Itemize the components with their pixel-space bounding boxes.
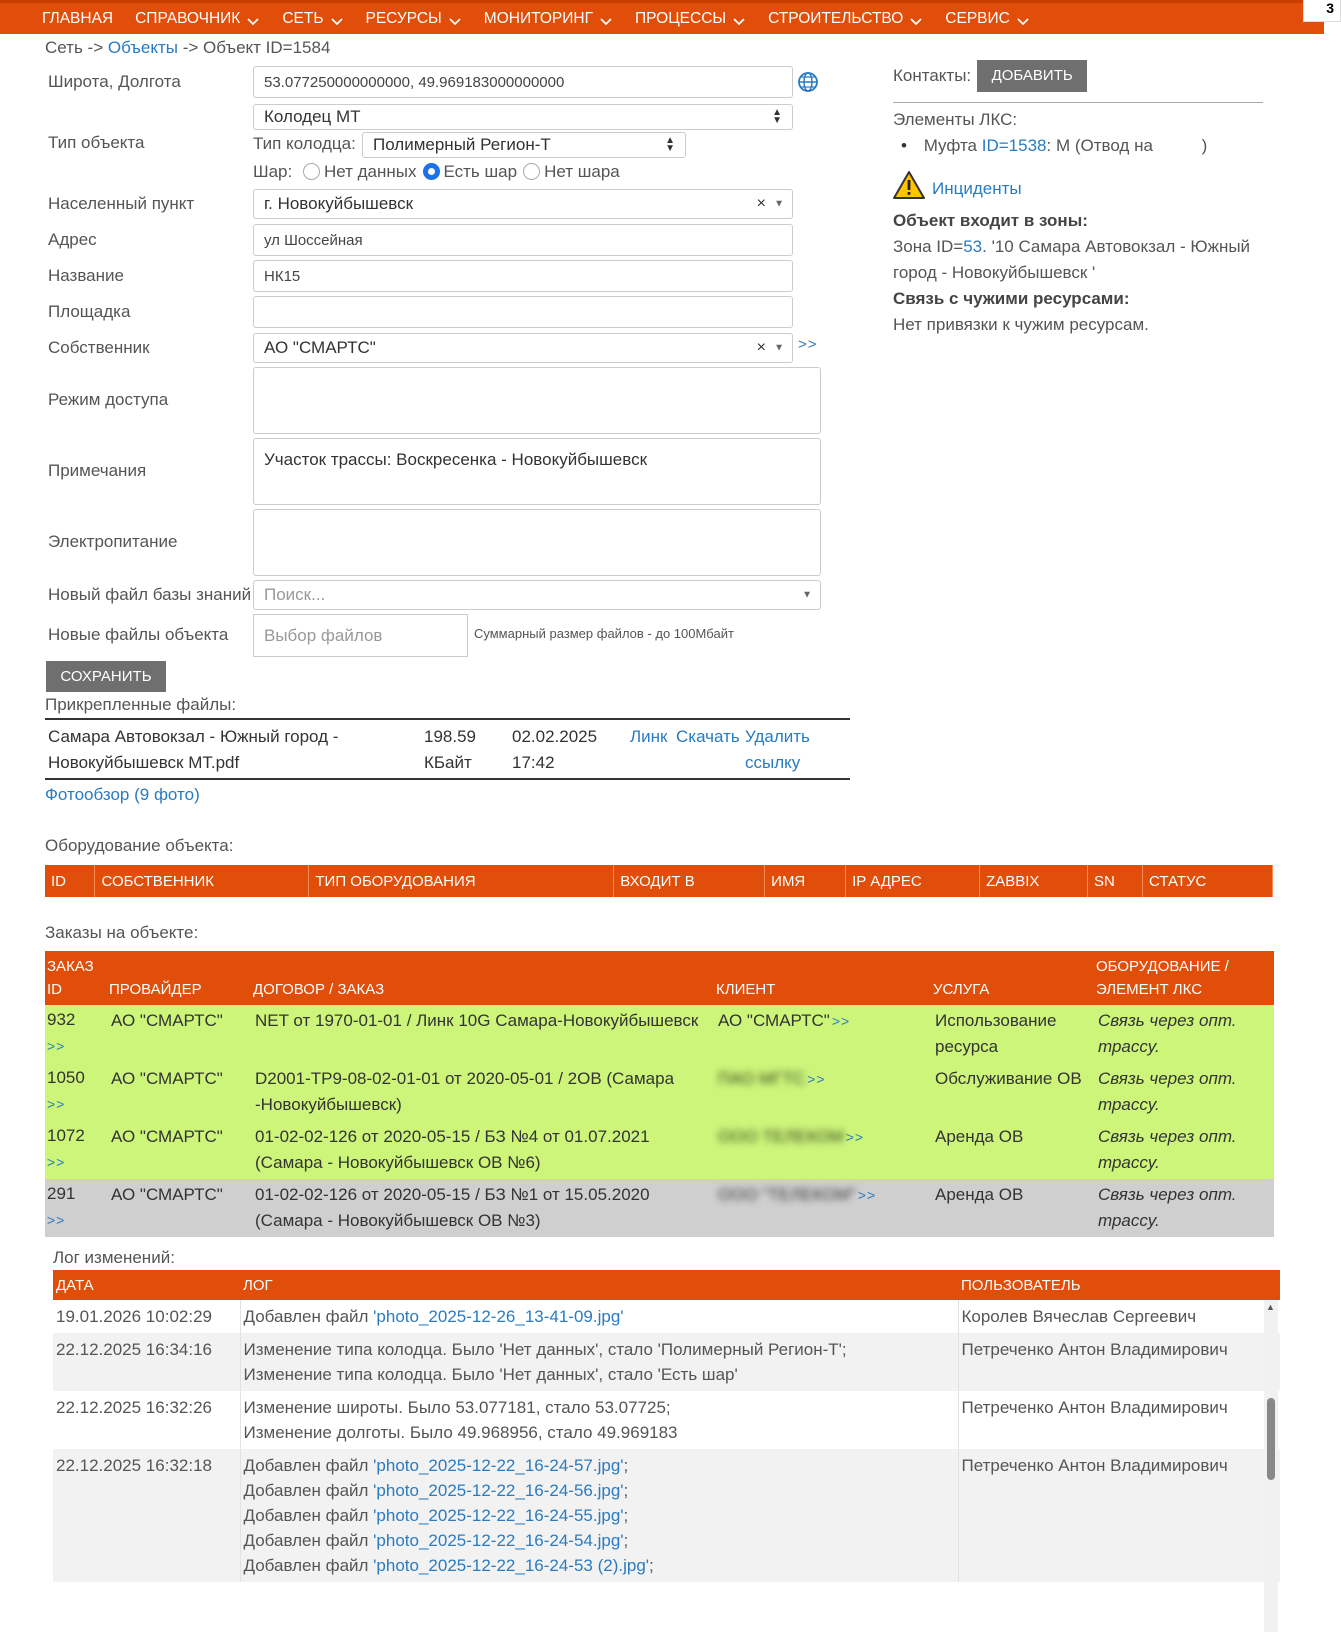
address-input[interactable]: ул Шоссейная bbox=[253, 224, 793, 256]
ball-radio-option[interactable] bbox=[423, 162, 518, 181]
file-link-link[interactable]: Линк bbox=[630, 727, 668, 746]
order-provider: АО "СМАРТС" bbox=[111, 1011, 223, 1030]
log-column-header[interactable]: ПОЛЬЗОВАТЕЛЬ bbox=[958, 1270, 1280, 1300]
log-row bbox=[53, 1449, 1280, 1582]
breadcrumb-root: Сеть bbox=[45, 38, 83, 57]
log-line bbox=[244, 1478, 955, 1503]
orders-column-header[interactable]: ОБОРУДОВАНИЕ / ЭЛЕМЕНТ ЛКС bbox=[1094, 951, 1274, 1005]
chevron-down-icon: ▼ bbox=[802, 589, 812, 601]
equipment-column-header[interactable]: ИМЯ bbox=[765, 865, 846, 897]
order-service: Аренда ОВ bbox=[935, 1127, 1024, 1146]
log-file-link[interactable]: 'photo_2025-12-22_16-24-53 (2).jpg' bbox=[373, 1556, 650, 1575]
globe-icon[interactable] bbox=[797, 71, 819, 98]
nav-item-label: СЕТЬ bbox=[282, 9, 324, 27]
log-user: Петреченко Антон Владимирович bbox=[961, 1398, 1228, 1417]
top-navigation bbox=[0, 0, 1324, 34]
client-more-link[interactable]: >> bbox=[845, 1129, 865, 1145]
equipment-title: Оборудование объекта: bbox=[45, 836, 234, 855]
equipment-column-header[interactable]: СОБСТВЕННИК bbox=[95, 865, 309, 897]
chevron-down-icon bbox=[448, 14, 462, 24]
log-line-text: Изменение долготы. Было 49.968956, стало 49.969183 bbox=[243, 1423, 678, 1442]
log-line-suffix: ; bbox=[649, 1556, 654, 1575]
zone-text: . '10 Самара Автовокзал - Южный город - Новокуйбышевск ' bbox=[893, 237, 1251, 282]
order-contract: NET от 1970-01-01 / Линк 10G Самара-Новокуйбышевск bbox=[255, 1011, 699, 1030]
equipment-column-header[interactable]: IP АДРЕС bbox=[846, 865, 980, 897]
log-table bbox=[53, 1270, 1280, 1582]
log-line bbox=[244, 1337, 955, 1362]
zone-prefix: Зона ID= bbox=[893, 237, 964, 256]
breadcrumb-separator: -> bbox=[87, 38, 104, 57]
file-date: 02.02.2025 17:42 bbox=[512, 727, 598, 772]
equipment-column-header[interactable]: СТАТУС bbox=[1142, 865, 1272, 897]
save-button[interactable]: СОХРАНИТЬ bbox=[46, 661, 166, 692]
order-more-link[interactable]: >> bbox=[47, 1154, 66, 1170]
order-provider: АО "СМАРТС" bbox=[111, 1069, 223, 1088]
attached-files-title: Прикрепленные файлы: bbox=[45, 695, 237, 714]
log-line-text: Добавлен файл bbox=[243, 1506, 374, 1525]
breadcrumb-objects-link[interactable]: Объекты bbox=[107, 38, 178, 57]
order-provider: АО "СМАРТС" bbox=[111, 1185, 223, 1204]
log-date: 22.12.2025 16:32:26 bbox=[53, 1391, 240, 1449]
owner-more-link[interactable]: >> bbox=[798, 336, 818, 353]
scroll-up-icon[interactable]: ▲ bbox=[1266, 1302, 1275, 1312]
chevron-down-icon bbox=[330, 14, 344, 24]
log-text-cell bbox=[240, 1300, 958, 1333]
orders-title: Заказы на объекте: bbox=[45, 923, 199, 942]
city-select[interactable] bbox=[253, 189, 793, 219]
warning-icon bbox=[893, 170, 925, 208]
order-id: 291 bbox=[47, 1184, 76, 1203]
well-type-select[interactable] bbox=[362, 132, 686, 158]
log-line-text: Изменение широты. Было 53.077181, стало 53.07725; bbox=[243, 1398, 671, 1417]
log-date: 22.12.2025 16:32:18 bbox=[53, 1449, 240, 1582]
log-text-cell bbox=[240, 1333, 958, 1391]
log-user: Петреченко Антон Владимирович bbox=[961, 1340, 1228, 1359]
attached-files-table bbox=[45, 718, 850, 780]
order-id-cell bbox=[45, 1063, 107, 1121]
ball-radio-group bbox=[253, 162, 620, 182]
order-row[interactable] bbox=[45, 1005, 1274, 1063]
nav-item[interactable] bbox=[484, 10, 613, 28]
log-line bbox=[244, 1503, 955, 1528]
nav-item-label: СТРОИТЕЛЬСТВО bbox=[768, 9, 904, 27]
order-id-cell bbox=[45, 1121, 107, 1179]
log-line bbox=[244, 1528, 955, 1553]
log-panel bbox=[53, 1270, 1280, 1632]
log-text-cell bbox=[240, 1449, 958, 1582]
ball-radio-option[interactable] bbox=[303, 162, 417, 181]
zone-line bbox=[893, 234, 1263, 286]
order-client-cell bbox=[714, 1005, 931, 1063]
owner-value: АО "СМАРТС" bbox=[264, 338, 376, 357]
power-textarea[interactable] bbox=[253, 509, 821, 576]
log-line bbox=[244, 1553, 955, 1578]
log-row bbox=[53, 1391, 1280, 1449]
order-id: 1050 bbox=[47, 1068, 85, 1087]
lks-item-prefix: Муфта bbox=[923, 136, 978, 155]
order-client-cell bbox=[714, 1063, 931, 1121]
order-client: ООО "ТЕЛЕКОМ" bbox=[718, 1185, 856, 1204]
order-row[interactable] bbox=[45, 1179, 1274, 1237]
incidents-row bbox=[893, 170, 1263, 208]
log-file-link[interactable]: 'photo_2025-12-22_16-24-57.jpg' bbox=[373, 1456, 624, 1475]
clear-icon[interactable]: × bbox=[756, 195, 766, 212]
log-file-link[interactable]: 'photo_2025-12-26_13-41-09.jpg' bbox=[373, 1307, 624, 1326]
orders-column-header[interactable]: КЛИЕНТ bbox=[714, 951, 931, 1005]
log-line bbox=[244, 1304, 955, 1329]
updown-arrows-icon: ▲ ▼ bbox=[772, 107, 782, 126]
log-line-text: Изменение типа колодца. Было 'Нет данных', стало 'Полимерный Регион-Т'; bbox=[243, 1340, 847, 1359]
orders-column-header[interactable]: ПРОВАЙДЕР bbox=[107, 951, 251, 1005]
lks-item-link[interactable]: ID=1538 bbox=[981, 136, 1047, 155]
order-service: Использование ресурса bbox=[935, 1011, 1057, 1056]
log-user: Петреченко Антон Владимирович bbox=[961, 1456, 1228, 1475]
log-line bbox=[244, 1362, 955, 1387]
add-contact-button[interactable]: ДОБАВИТЬ bbox=[977, 60, 1087, 92]
order-row[interactable] bbox=[45, 1121, 1274, 1179]
well-type-label: Тип колодца: bbox=[253, 134, 356, 153]
notes-textarea[interactable]: Участок трассы: Воскресенка - Новокуйбышевск bbox=[253, 438, 821, 505]
contacts-label: Контакты: bbox=[893, 66, 972, 85]
city-label: Населенный пункт bbox=[48, 194, 195, 213]
equipment-column-header[interactable]: SN bbox=[1088, 865, 1143, 897]
ball-label: Шар: bbox=[253, 162, 293, 181]
order-contract: 01-02-02-126 от 2020-05-15 / БЗ №4 от 01.07.2021 (Самара - Новокуйбышевск ОВ №6) bbox=[255, 1127, 650, 1172]
order-more-link[interactable]: >> bbox=[47, 1038, 66, 1054]
log-date: 22.12.2025 16:34:16 bbox=[53, 1333, 240, 1391]
log-line-text: Добавлен файл bbox=[243, 1481, 374, 1500]
chevron-down-icon bbox=[732, 14, 746, 24]
order-contract-cell bbox=[251, 1121, 714, 1179]
nav-item-label: ПРОЦЕССЫ bbox=[635, 9, 727, 27]
site-label: Площадка bbox=[48, 302, 131, 321]
file-delete-link[interactable]: Удалить ссылку bbox=[745, 727, 810, 772]
nav-item[interactable] bbox=[768, 10, 923, 28]
log-date: 19.01.2026 10:02:29 bbox=[53, 1300, 240, 1333]
log-title: Лог изменений: bbox=[53, 1248, 175, 1267]
order-id: 932 bbox=[47, 1010, 76, 1029]
log-line-text: Добавлен файл bbox=[243, 1556, 374, 1575]
order-service: Аренда ОВ bbox=[935, 1185, 1024, 1204]
order-row[interactable] bbox=[45, 1063, 1274, 1121]
log-row bbox=[53, 1333, 1280, 1391]
lks-label: Элементы ЛКС: bbox=[893, 110, 1018, 129]
log-file-link[interactable]: 'photo_2025-12-22_16-24-56.jpg' bbox=[373, 1481, 624, 1500]
radio-icon[interactable] bbox=[423, 163, 440, 180]
ball-radio-label: Есть шар bbox=[443, 162, 518, 181]
order-client: ООО ТЕЛЕКОМ bbox=[718, 1127, 844, 1146]
order-equipment: Связь через опт. трассу. bbox=[1098, 1069, 1237, 1114]
order-provider: АО "СМАРТС" bbox=[111, 1127, 223, 1146]
name-label: Название bbox=[48, 266, 124, 285]
breadcrumb-separator: -> bbox=[182, 38, 199, 57]
lks-item-close: ) bbox=[1201, 136, 1208, 155]
incidents-link[interactable]: Инциденты bbox=[932, 179, 1022, 198]
equipment-column-header[interactable]: ТИП ОБОРУДОВАНИЯ bbox=[309, 865, 614, 897]
nav-item-label: РЕСУРСЫ bbox=[365, 9, 442, 27]
order-client: АО "СМАРТС" bbox=[718, 1011, 830, 1030]
files-label: Новые файлы объекта bbox=[48, 625, 229, 644]
files-hint: Суммарный размер файлов - до 100Мбайт bbox=[474, 626, 734, 641]
order-more-link[interactable]: >> bbox=[47, 1096, 66, 1112]
order-equipment: Связь через опт. трассу. bbox=[1098, 1185, 1237, 1230]
photo-review-link[interactable]: Фотообзор (9 фото) bbox=[45, 785, 200, 804]
order-contract-cell bbox=[251, 1063, 714, 1121]
breadcrumb-current: Объект ID=1584 bbox=[203, 38, 331, 57]
nav-item[interactable] bbox=[366, 10, 462, 28]
nav-item-label: МОНИТОРИНГ bbox=[483, 9, 593, 27]
equipment-table bbox=[45, 865, 1273, 897]
chevron-down-icon: ▼ bbox=[774, 342, 784, 354]
order-equipment: Связь через опт. трассу. bbox=[1098, 1127, 1237, 1172]
orders-column-header[interactable]: УСЛУГА bbox=[931, 951, 1094, 1005]
log-line-suffix: ; bbox=[623, 1506, 629, 1525]
attached-file-row bbox=[45, 720, 850, 778]
order-contract: D2001-TP9-08-02-01-01 от 2020-05-01 / 2ОВ (Самара -Новокуйбышевск) bbox=[255, 1069, 675, 1114]
zone-id-link[interactable]: 53 bbox=[963, 237, 983, 256]
log-line bbox=[244, 1395, 955, 1420]
log-line-suffix: ; bbox=[623, 1456, 629, 1475]
access-textarea[interactable] bbox=[253, 367, 821, 434]
order-contract: 01-02-02-126 от 2020-05-15 / БЗ №1 от 15.05.2020 (Самара - Новокуйбышевск ОВ №3) bbox=[255, 1185, 650, 1230]
address-label: Адрес bbox=[48, 230, 97, 249]
ball-radio-label: Нет данных bbox=[323, 162, 417, 181]
site-input[interactable] bbox=[253, 296, 793, 328]
log-text-cell bbox=[240, 1391, 958, 1449]
nav-item[interactable] bbox=[945, 10, 1030, 28]
equipment-column-header[interactable]: ВХОДИТ В bbox=[614, 865, 765, 897]
order-equipment: Связь через опт. трассу. bbox=[1098, 1011, 1237, 1056]
client-more-link[interactable]: >> bbox=[807, 1071, 826, 1087]
equipment-column-header[interactable]: ZABBIX bbox=[980, 865, 1088, 897]
log-user: Королев Вячеслав Сергеевич bbox=[961, 1307, 1197, 1326]
right-panel bbox=[893, 60, 1263, 338]
orders-column-header[interactable]: ЗАКАЗ ID bbox=[45, 951, 107, 1005]
log-scrollbar[interactable] bbox=[1264, 1300, 1278, 1632]
kb-file-select[interactable] bbox=[253, 580, 821, 610]
nav-item[interactable] bbox=[42, 10, 113, 28]
nav-item-label: СПРАВОЧНИК bbox=[135, 9, 241, 27]
client-more-link[interactable]: >> bbox=[831, 1013, 851, 1029]
access-label: Режим доступа bbox=[48, 390, 169, 409]
log-line-suffix: ; bbox=[623, 1531, 629, 1550]
order-contract-cell bbox=[251, 1005, 714, 1063]
log-column-header[interactable]: ЛОГ bbox=[240, 1270, 958, 1300]
well-type-value: Полимерный Регион-Т bbox=[373, 135, 551, 154]
lks-list-item: • Муфта ID=1538: М (Отвод на ) bbox=[901, 136, 1208, 155]
chevron-down-icon bbox=[246, 14, 260, 24]
chevron-down-icon bbox=[1016, 14, 1030, 24]
nav-item-label: ГЛАВНАЯ bbox=[42, 9, 114, 27]
lks-item-suffix: : М (Отвод на bbox=[1046, 136, 1153, 155]
ball-radio-option[interactable] bbox=[523, 162, 620, 181]
log-line bbox=[244, 1420, 955, 1445]
nav-item-label: СЕРВИС bbox=[945, 9, 1010, 27]
nav-item[interactable] bbox=[635, 10, 746, 28]
city-value: г. Новокуйбышевск bbox=[264, 194, 414, 213]
order-more-link[interactable]: >> bbox=[47, 1212, 66, 1228]
name-input[interactable]: НК15 bbox=[253, 260, 793, 292]
notes-label: Примечания bbox=[48, 461, 147, 480]
foreign-text: Нет привязки к чужим ресурсам. bbox=[893, 315, 1149, 334]
nav-item[interactable] bbox=[135, 10, 260, 28]
client-more-link[interactable]: >> bbox=[857, 1187, 877, 1203]
owner-select[interactable] bbox=[253, 333, 793, 363]
owner-label: Собственник bbox=[48, 338, 150, 357]
latlon-input[interactable]: 53.077250000000000, 49.969183000000000 bbox=[253, 66, 793, 98]
order-id-cell bbox=[45, 1005, 107, 1063]
order-client-cell bbox=[714, 1179, 931, 1237]
log-row bbox=[53, 1300, 1280, 1333]
order-id-cell bbox=[45, 1179, 107, 1237]
updown-arrows-icon: ▲ ▼ bbox=[665, 135, 675, 154]
order-id: 1072 bbox=[47, 1126, 85, 1145]
power-label: Электропитание bbox=[48, 532, 178, 551]
log-file-link[interactable]: 'photo_2025-12-22_16-24-54.jpg' bbox=[373, 1531, 624, 1550]
log-line-suffix: ; bbox=[623, 1481, 629, 1500]
order-contract-cell bbox=[251, 1179, 714, 1237]
chevron-down-icon bbox=[909, 14, 923, 24]
scrollbar-thumb[interactable] bbox=[1267, 1398, 1275, 1480]
log-line-text: Изменение типа колодца. Было 'Нет данных', стало 'Есть шар' bbox=[243, 1365, 738, 1384]
latlon-label: Широта, Долгота bbox=[48, 72, 181, 91]
order-client: ПАО МГТС bbox=[718, 1069, 806, 1088]
nav-item[interactable] bbox=[282, 10, 343, 28]
order-service: Обслуживание ОВ bbox=[935, 1069, 1082, 1088]
file-download-link[interactable]: Скачать bbox=[676, 727, 740, 746]
log-line-text: Добавлен файл bbox=[243, 1531, 374, 1550]
contacts-row bbox=[893, 60, 1263, 92]
equipment-column-header[interactable]: ID bbox=[45, 865, 95, 897]
kb-file-label: Новый файл базы знаний bbox=[48, 585, 252, 604]
object-type-value: Колодец МТ bbox=[264, 107, 361, 126]
radio-icon[interactable] bbox=[303, 163, 320, 180]
chevron-down-icon bbox=[599, 14, 613, 24]
corner-badge: 3 bbox=[1303, 0, 1341, 22]
order-client-cell bbox=[714, 1121, 931, 1179]
file-size: 198.59 КБайт bbox=[424, 727, 476, 772]
log-column-header[interactable]: ДАТА bbox=[53, 1270, 240, 1300]
log-file-link[interactable]: 'photo_2025-12-22_16-24-55.jpg' bbox=[373, 1506, 624, 1525]
choose-files-button[interactable]: Выбор файлов bbox=[253, 614, 468, 657]
object-type-label: Тип объекта bbox=[48, 133, 145, 152]
object-type-select[interactable] bbox=[253, 104, 793, 130]
file-name: Самара Автовокзал - Южный город - Новокуйбышевск МТ.pdf bbox=[48, 727, 339, 772]
zones-heading: Объект входит в зоны: bbox=[893, 211, 1088, 230]
radio-icon[interactable] bbox=[523, 163, 540, 180]
log-line-text: Добавлен файл bbox=[243, 1307, 374, 1326]
log-line bbox=[244, 1453, 955, 1478]
ball-radio-label: Нет шара bbox=[544, 162, 620, 181]
kb-file-placeholder: Поиск... bbox=[264, 585, 326, 604]
foreign-heading: Связь с чужими ресурсами: bbox=[893, 289, 1130, 308]
clear-icon[interactable]: × bbox=[756, 339, 766, 356]
orders-column-header[interactable]: ДОГОВОР / ЗАКАЗ bbox=[251, 951, 714, 1005]
orders-table bbox=[45, 951, 1274, 1237]
log-line-text: Добавлен файл bbox=[243, 1456, 374, 1475]
chevron-down-icon: ▼ bbox=[774, 198, 784, 210]
breadcrumb bbox=[45, 38, 330, 58]
